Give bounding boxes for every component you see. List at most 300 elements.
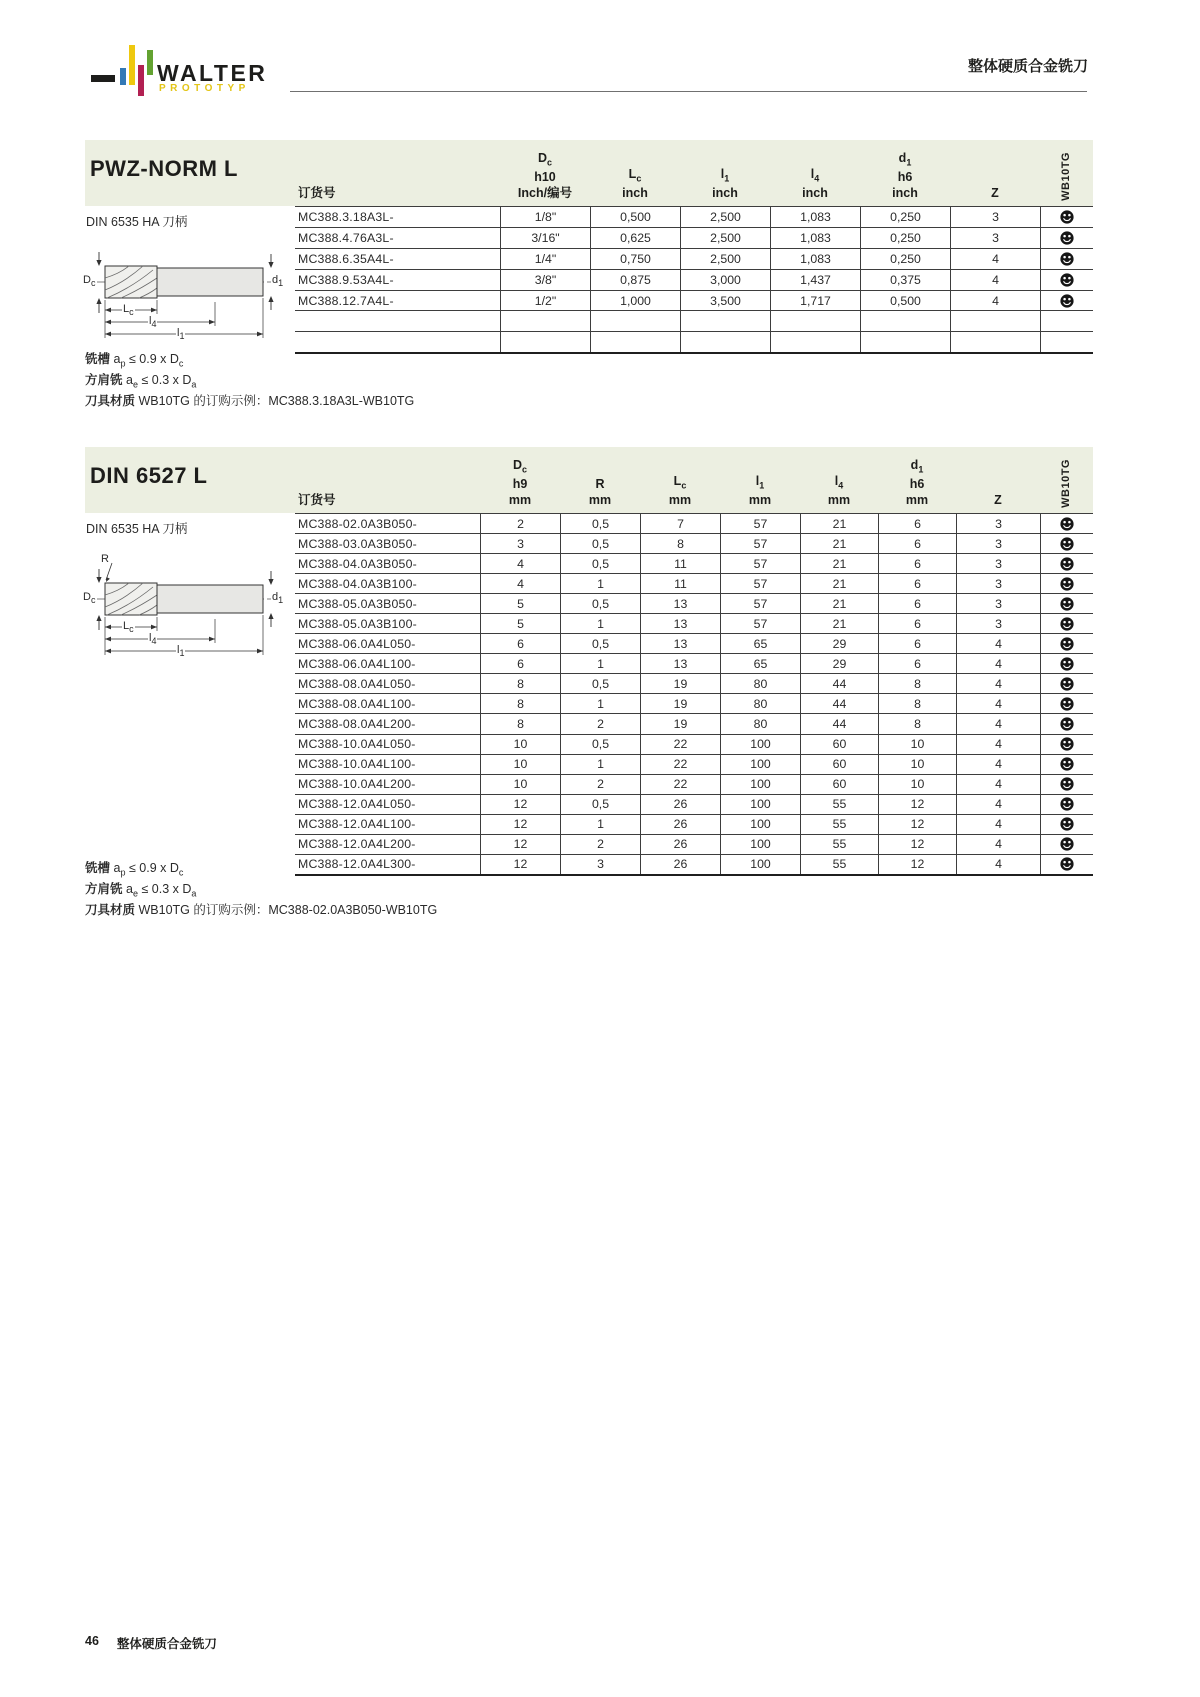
cell-dc: 10 [480, 735, 560, 754]
diagram-label-d1: $d_1$ [272, 591, 284, 606]
cell-z: 4 [956, 855, 1040, 874]
grade-column-label: WB10TG [1060, 459, 1073, 508]
cell-l1: 57 [720, 514, 800, 533]
grade-smiley-icon [1060, 537, 1074, 551]
cell-order-number: MC388-12.0A4L050- [298, 797, 416, 812]
table1-footnotes [85, 350, 414, 411]
cell-grade [1040, 514, 1093, 533]
footer-title: 整体硬质合金铣刀 [116, 1637, 217, 1651]
grade-smiley-icon [1060, 837, 1074, 851]
cell-l4: 21 [800, 594, 878, 613]
cell-d1: 12 [878, 855, 956, 874]
cell-dc: 12 [480, 835, 560, 854]
cell-r: 1 [560, 815, 640, 834]
cell-lc: 19 [640, 694, 720, 713]
cell-z: 4 [956, 634, 1040, 653]
grade-smiley-icon [1060, 757, 1074, 771]
cell-r: 2 [560, 714, 640, 733]
table-din-6527-l [85, 447, 1093, 876]
cell-lc: 26 [640, 815, 720, 834]
diagram-label-l1: $l_1$ [177, 644, 185, 659]
cell-grade [1040, 674, 1093, 693]
cell-dc: 6 [480, 634, 560, 653]
cell-dc: 8 [480, 714, 560, 733]
cell-r: 1 [560, 694, 640, 713]
cell-order-number: MC388-08.0A4L050- [298, 676, 416, 691]
table-row [295, 775, 1093, 795]
cell-grade [1040, 755, 1093, 774]
cell-grade [1040, 775, 1093, 794]
cell-d1: 10 [878, 775, 956, 794]
table-row [295, 714, 1093, 734]
cell-z: 3 [950, 207, 1040, 227]
diagram-label-lc: $L_c$ [123, 620, 134, 635]
cell-d1 [860, 332, 950, 352]
table-row [295, 311, 1093, 332]
grade-smiley-icon [1060, 273, 1074, 287]
cell-grade [1040, 291, 1093, 311]
cell-order-number: MC388-10.0A4L050- [298, 737, 416, 752]
cell-z: 4 [956, 775, 1040, 794]
cell-l4: 55 [800, 815, 878, 834]
cell-z: 4 [956, 815, 1040, 834]
cell-l1: 100 [720, 855, 800, 874]
cell-r: 1 [560, 574, 640, 593]
tool-illustration-pane [85, 206, 295, 348]
cell-l1: 2,500 [680, 228, 770, 248]
cell-l1: 65 [720, 654, 800, 673]
cell-r: 2 [560, 835, 640, 854]
cell-order-number: MC388.12.7A4L- [298, 293, 394, 308]
table-row [295, 514, 1093, 534]
cell-d1: 12 [878, 795, 956, 814]
grade-smiley-icon [1060, 857, 1074, 871]
cell-lc: 1,000 [590, 291, 680, 311]
cell-order-number: MC388.6.35A4L- [298, 251, 394, 266]
col-header-l1: $l_1$ inch [712, 166, 738, 200]
cell-l1: 80 [720, 694, 800, 713]
shank-standard-label: DIN 6535 HA 刀柄 [86, 522, 188, 536]
table-row [295, 795, 1093, 815]
table-row [295, 249, 1093, 270]
cell-d1: 6 [878, 514, 956, 533]
cell-d1: 6 [878, 634, 956, 653]
grade-smiley-icon [1060, 697, 1074, 711]
table-title: PWZ-NORM L [90, 156, 238, 181]
cell-z [950, 311, 1040, 331]
cell-dc [500, 311, 590, 331]
cell-dc: 1/4" [500, 249, 590, 269]
cell-l4: 29 [800, 654, 878, 673]
table-row [295, 207, 1093, 228]
cell-grade [1040, 332, 1093, 352]
cell-r: 0,5 [560, 674, 640, 693]
cell-lc: 26 [640, 795, 720, 814]
cell-r: 3 [560, 855, 640, 874]
note-line: 刀具材质 WB10TG 的订购示例：MC388.3.18A3L-WB10TG [85, 394, 415, 408]
cell-dc: 1/2" [500, 291, 590, 311]
cell-r: 0,5 [560, 735, 640, 754]
cell-d1: 0,250 [860, 207, 950, 227]
cell-d1: 8 [878, 694, 956, 713]
col-header-dc: $D_c$ h9 mm [508, 457, 532, 507]
cell-l1: 80 [720, 674, 800, 693]
cell-r: 0,5 [560, 554, 640, 573]
cell-dc: 12 [480, 815, 560, 834]
cell-z: 3 [956, 514, 1040, 533]
cell-z [950, 332, 1040, 352]
grade-column-label: WB10TG [1060, 152, 1073, 201]
diagram-label-l4: $l_4$ [149, 632, 157, 647]
cell-dc: 10 [480, 755, 560, 774]
grade-smiley-icon [1060, 677, 1074, 691]
cell-lc: 0,750 [590, 249, 680, 269]
table-row [295, 654, 1093, 674]
grade-smiley-icon [1060, 637, 1074, 651]
cell-grade [1040, 311, 1093, 331]
cell-d1: 12 [878, 835, 956, 854]
cell-z: 4 [956, 654, 1040, 673]
diagram-label-lc: $L_c$ [123, 303, 134, 318]
cell-z: 4 [956, 755, 1040, 774]
cell-order-number: MC388.9.53A4L- [298, 272, 394, 287]
col-header-z: Z [994, 493, 1002, 507]
table-row [295, 674, 1093, 694]
shank-standard-label: DIN 6535 HA 刀柄 [86, 215, 188, 229]
cell-order-number: MC388-04.0A3B050- [298, 556, 417, 571]
cell-order-number: MC388-05.0A3B050- [298, 596, 417, 611]
diagram-label-d1: $d_1$ [272, 274, 284, 289]
cell-d1: 0,375 [860, 270, 950, 290]
end-mill-diagram [85, 553, 285, 665]
cell-r: 2 [560, 775, 640, 794]
logo-green-bar [147, 50, 153, 75]
cell-r: 0,5 [560, 795, 640, 814]
cell-l1: 65 [720, 634, 800, 653]
cell-d1 [860, 311, 950, 331]
cell-lc: 13 [640, 654, 720, 673]
cell-r: 1 [560, 654, 640, 673]
end-mill-diagram [85, 236, 285, 348]
cell-dc: 2 [480, 514, 560, 533]
cell-z: 3 [950, 228, 1040, 248]
cell-grade [1040, 207, 1093, 227]
cell-lc: 19 [640, 714, 720, 733]
cell-grade [1040, 249, 1093, 269]
cell-l4: 60 [800, 735, 878, 754]
cell-d1: 6 [878, 534, 956, 553]
grade-smiley-icon [1060, 294, 1074, 308]
cell-l1: 57 [720, 614, 800, 633]
cell-l1: 3,000 [680, 270, 770, 290]
cell-z: 4 [950, 249, 1040, 269]
cell-l4: 44 [800, 674, 878, 693]
grade-smiley-icon [1060, 817, 1074, 831]
cell-l4: 1,437 [770, 270, 860, 290]
diagram-label-r: R [101, 553, 109, 565]
col-header-order: 订货号 [298, 186, 336, 200]
grade-smiley-icon [1060, 252, 1074, 266]
cell-z: 3 [956, 594, 1040, 613]
cell-grade [1040, 735, 1093, 754]
grade-smiley-icon [1060, 517, 1074, 531]
cell-r: 0,5 [560, 594, 640, 613]
cell-l1: 100 [720, 755, 800, 774]
cell-l4: 55 [800, 855, 878, 874]
cell-l4: 60 [800, 775, 878, 794]
cell-r: 0,5 [560, 634, 640, 653]
cell-lc: 11 [640, 554, 720, 573]
diagram-label-l4: $l_4$ [149, 315, 157, 330]
table-body [295, 513, 1093, 876]
cell-lc: 11 [640, 574, 720, 593]
cell-l4: 1,083 [770, 207, 860, 227]
cell-l1: 100 [720, 735, 800, 754]
cell-l1: 100 [720, 775, 800, 794]
logo-dash-mark [91, 75, 115, 82]
cell-d1: 0,250 [860, 249, 950, 269]
cell-d1: 12 [878, 815, 956, 834]
cell-order-number: MC388-06.0A4L100- [298, 656, 416, 671]
cell-grade [1040, 270, 1093, 290]
cell-z: 4 [956, 795, 1040, 814]
cell-z: 4 [950, 270, 1040, 290]
cell-grade [1040, 574, 1093, 593]
grade-smiley-icon [1060, 231, 1074, 245]
page-number: 46 [85, 1634, 99, 1648]
cell-l1: 80 [720, 714, 800, 733]
cell-l1: 57 [720, 574, 800, 593]
cell-grade [1040, 815, 1093, 834]
table-row [295, 291, 1093, 312]
cell-l4: 1,083 [770, 228, 860, 248]
cell-lc: 19 [640, 674, 720, 693]
cell-d1: 10 [878, 735, 956, 754]
page-topic: 整体硬质合金铣刀 [967, 58, 1088, 75]
col-header-dc: $D_c$ h10 Inch/编号 [517, 150, 573, 200]
table-header-band [85, 447, 1093, 513]
table-row [295, 694, 1093, 714]
cell-lc: 8 [640, 534, 720, 553]
cell-dc: 5 [480, 594, 560, 613]
cell-r: 1 [560, 614, 640, 633]
cell-l1: 100 [720, 815, 800, 834]
table-row [295, 228, 1093, 249]
cell-l1: 57 [720, 594, 800, 613]
cell-dc: 10 [480, 775, 560, 794]
cell-dc: 6 [480, 654, 560, 673]
cell-dc: 3 [480, 534, 560, 553]
cell-lc: 0,875 [590, 270, 680, 290]
cell-z: 4 [956, 714, 1040, 733]
cell-order-number: MC388-08.0A4L200- [298, 716, 416, 731]
col-header-l4: $l_4$ inch [802, 166, 828, 200]
grade-smiley-icon [1060, 597, 1074, 611]
cell-l4: 44 [800, 694, 878, 713]
cell-l4: 1,083 [770, 249, 860, 269]
grade-smiley-icon [1060, 797, 1074, 811]
note-line: 方肩铣 $a_e \le 0.3$ x $D_a$ [85, 373, 197, 390]
cell-lc: 26 [640, 855, 720, 874]
cell-z: 4 [956, 835, 1040, 854]
cell-d1: 8 [878, 714, 956, 733]
col-header-d1: $d_1$ h6 mm [905, 457, 929, 507]
cell-grade [1040, 654, 1093, 673]
diagram-label-dc: $D_c$ [83, 591, 96, 606]
table-row [295, 634, 1093, 654]
grade-smiley-icon [1060, 737, 1074, 751]
table-row [295, 534, 1093, 554]
diagram-label-l1: $l_1$ [177, 327, 185, 342]
cell-order-number: MC388-12.0A4L200- [298, 837, 416, 852]
col-header-grade [1040, 459, 1093, 508]
col-header-lc: $L_c$ mm [668, 473, 692, 507]
col-header-d1: $d_1$ h6 inch [892, 150, 918, 200]
cell-grade [1040, 634, 1093, 653]
cell-l1 [680, 311, 770, 331]
cell-dc: 8 [480, 674, 560, 693]
table-row [295, 554, 1093, 574]
cell-d1: 6 [878, 574, 956, 593]
grade-smiley-icon [1060, 210, 1074, 224]
cell-order-number: MC388-03.0A3B050- [298, 536, 417, 551]
cell-order-number: MC388-04.0A3B100- [298, 576, 417, 591]
cell-lc: 7 [640, 514, 720, 533]
cell-grade [1040, 554, 1093, 573]
cell-l4: 29 [800, 634, 878, 653]
table-title: DIN 6527 L [90, 463, 208, 488]
cell-grade [1040, 694, 1093, 713]
col-header-l4: $l_4$ mm [827, 473, 851, 507]
cell-l4: 55 [800, 795, 878, 814]
grade-smiley-icon [1060, 617, 1074, 631]
cell-l1: 100 [720, 795, 800, 814]
cell-l4: 60 [800, 755, 878, 774]
cell-order-number: MC388.4.76A3L- [298, 230, 394, 245]
column-headers [295, 150, 1093, 206]
cell-d1: 6 [878, 654, 956, 673]
cell-d1: 10 [878, 755, 956, 774]
cell-order-number: MC388-12.0A4L300- [298, 857, 416, 872]
cell-lc: 13 [640, 614, 720, 633]
cell-lc: 13 [640, 594, 720, 613]
cell-l1: 2,500 [680, 249, 770, 269]
table-header-band [85, 140, 1093, 206]
table-row [295, 574, 1093, 594]
cell-l4 [770, 311, 860, 331]
cell-l4: 21 [800, 514, 878, 533]
table-row [295, 594, 1093, 614]
cell-d1: 6 [878, 554, 956, 573]
cell-l4: 21 [800, 574, 878, 593]
cell-lc: 0,500 [590, 207, 680, 227]
cell-order-number [295, 311, 500, 331]
grade-smiley-icon [1060, 777, 1074, 791]
cell-order-number: MC388-02.0A3B050- [298, 516, 417, 531]
cell-grade [1040, 795, 1093, 814]
tool-illustration-pane [85, 513, 295, 665]
cell-l4: 1,717 [770, 291, 860, 311]
cell-l4: 55 [800, 835, 878, 854]
cell-l4: 21 [800, 614, 878, 633]
cell-lc: 26 [640, 835, 720, 854]
note-line: 铣槽 $a_p \le 0.9$ x $D_c$ [85, 861, 184, 878]
cell-order-number: MC388-10.0A4L200- [298, 777, 416, 792]
cell-d1: 8 [878, 674, 956, 693]
cell-d1: 6 [878, 614, 956, 633]
cell-r: 1 [560, 755, 640, 774]
table-row [295, 270, 1093, 291]
header-rule [290, 91, 1087, 92]
cell-r: 0,5 [560, 514, 640, 533]
cell-l4 [770, 332, 860, 352]
cell-grade [1040, 594, 1093, 613]
cell-dc: 8 [480, 694, 560, 713]
table-body [295, 206, 1093, 354]
cell-l1: 3,500 [680, 291, 770, 311]
walter-prototyp-logo [85, 38, 315, 100]
brand-subname: PROTOTYP [159, 83, 250, 94]
cell-l1: 57 [720, 534, 800, 553]
cell-order-number: MC388-12.0A4L100- [298, 817, 416, 832]
grade-smiley-icon [1060, 557, 1074, 571]
col-header-z: Z [991, 186, 999, 200]
cell-z: 4 [950, 291, 1040, 311]
cell-grade [1040, 835, 1093, 854]
cell-dc: 12 [480, 795, 560, 814]
cell-dc: 3/8" [500, 270, 590, 290]
cell-order-number: MC388-10.0A4L100- [298, 757, 416, 772]
cell-l4: 21 [800, 554, 878, 573]
col-header-grade [1040, 152, 1093, 201]
cell-z: 3 [956, 574, 1040, 593]
cell-order-number: MC388-06.0A4L050- [298, 636, 416, 651]
cell-dc: 1/8" [500, 207, 590, 227]
cell-grade [1040, 614, 1093, 633]
cell-l1 [680, 332, 770, 352]
cell-grade [1040, 228, 1093, 248]
col-header-lc: $L_c$ inch [622, 166, 648, 200]
cell-lc: 0,625 [590, 228, 680, 248]
table-row [295, 815, 1093, 835]
cell-lc [590, 311, 680, 331]
col-header-r: R mm [588, 477, 612, 507]
cell-lc: 22 [640, 775, 720, 794]
cell-grade [1040, 714, 1093, 733]
table-row [295, 332, 1093, 352]
cell-z: 4 [956, 735, 1040, 754]
cell-dc: 4 [480, 554, 560, 573]
cell-dc [500, 332, 590, 352]
diagram-label-dc: $D_c$ [83, 274, 96, 289]
note-line: 方肩铣 $a_e \le 0.3$ x $D_a$ [85, 882, 197, 899]
col-header-order: 订货号 [298, 493, 336, 507]
table-pwz-norm-l [85, 140, 1093, 354]
logo-crimson-bar [138, 65, 144, 96]
cell-order-number: MC388-05.0A3B100- [298, 616, 417, 631]
cell-order-number: MC388.3.18A3L- [298, 209, 394, 224]
cell-l1: 2,500 [680, 207, 770, 227]
cell-d1: 0,500 [860, 291, 950, 311]
note-line: 刀具材质 WB10TG 的订购示例：MC388-02.0A3B050-WB10TG [85, 903, 438, 917]
cell-l4: 44 [800, 714, 878, 733]
cell-z: 3 [956, 614, 1040, 633]
cell-lc [590, 332, 680, 352]
table-row [295, 755, 1093, 775]
logo-yellow-bar [129, 45, 135, 85]
cell-dc: 5 [480, 614, 560, 633]
cell-r: 0,5 [560, 534, 640, 553]
